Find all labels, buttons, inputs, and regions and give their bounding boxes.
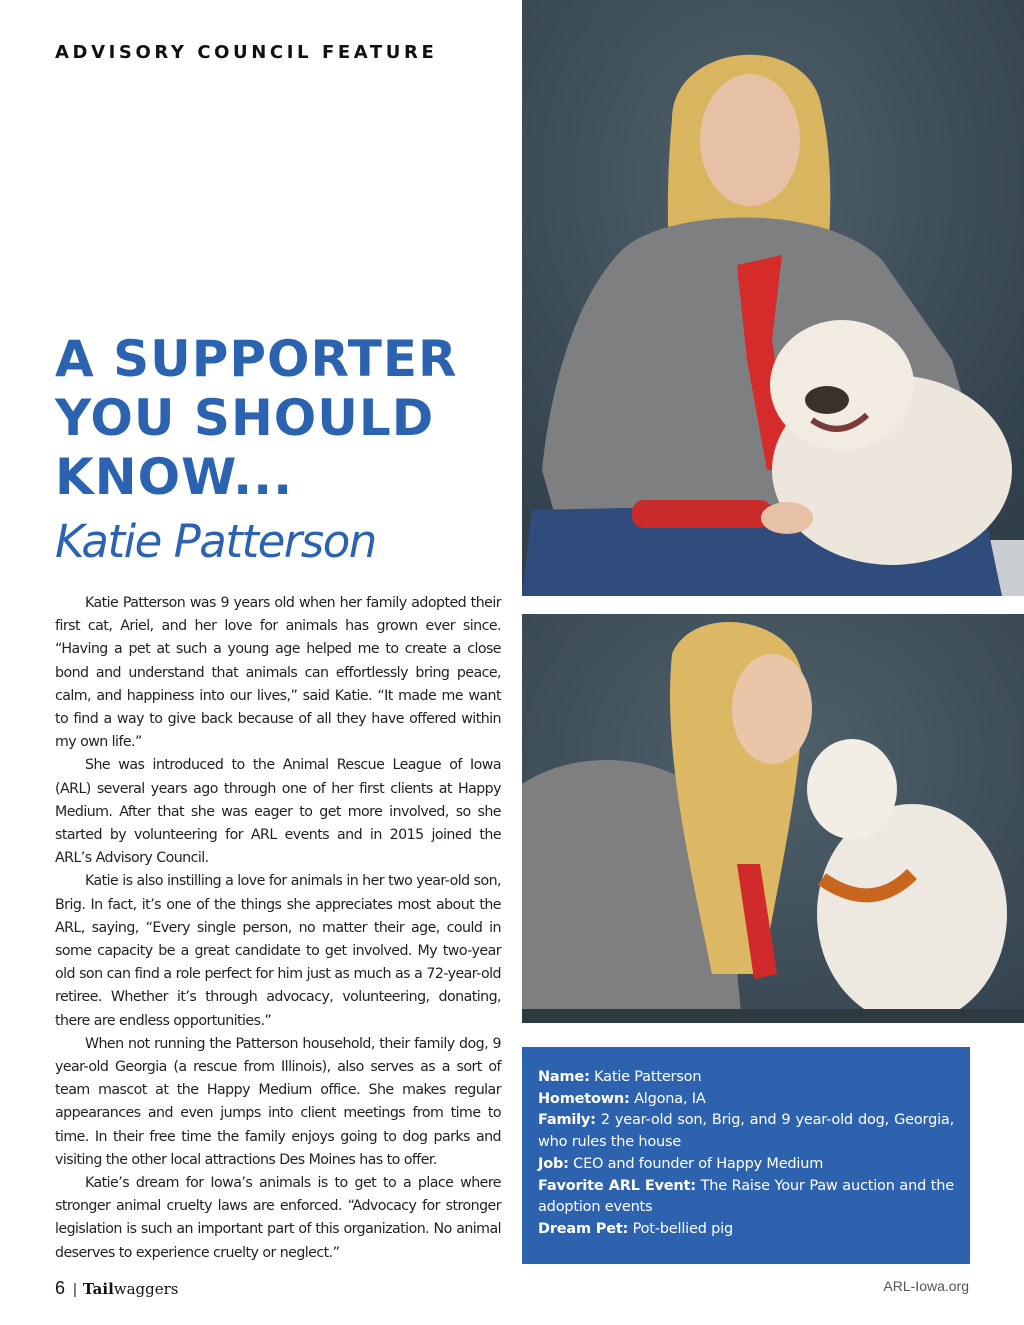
fact-value: Algona, IA <box>634 1090 706 1107</box>
website-url[interactable]: ARL-Iowa.org <box>883 1278 969 1294</box>
headline-line-2: YOU SHOULD <box>55 389 435 447</box>
fact-job <box>538 1154 954 1176</box>
fact-label: Family: <box>538 1112 596 1129</box>
body-paragraph: Katie is also instilling a love for animals in her two year-old son, Brig. In fact, it’s one of the things she appreciates most about the ARL, saying, “Every single person, no matter their age, could in some capacity be a great candidate to get involved. My two-year old son can find a role perfect for him just as much as a 72-year-old retiree. Whether it’s through advocacy, volunteering, donating, there are endless opportunities.” <box>55 873 501 1029</box>
article-body <box>55 592 501 1265</box>
fact-value: Katie Patterson <box>594 1069 702 1085</box>
body-paragraph: She was introduced to the Animal Rescue League of Iowa (ARL) several years ago through one of her first clients at Happy Medium. After that she was eager to get more involved, so she started by volunteering for ARL events and in 2015 joined the ARL’s Advisory Council. <box>55 757 501 867</box>
fact-hometown <box>538 1089 954 1111</box>
publication-name-bold: Tail <box>82 1280 114 1298</box>
headline-line-3: KNOW... <box>55 448 294 506</box>
fact-value: 2 year-old son, Brig, and 9 year-old dog, Georgia, who rules the house <box>538 1112 954 1151</box>
fact-name <box>538 1067 954 1089</box>
fact-label: Hometown: <box>538 1090 630 1107</box>
footer-separator: | <box>73 1281 77 1298</box>
fact-value: The Raise Your Paw auction and the adoption events <box>538 1177 954 1216</box>
body-paragraph: Katie’s dream for Iowa’s animals is to get to a place where stronger animal cruelty laws are enforced. “Advocacy for stronger legislation is such an important part of this organization. No animal deserves to experience cruelty or neglect.” <box>55 1175 501 1261</box>
article-headline <box>55 330 515 507</box>
page-number: 6 <box>55 1278 66 1298</box>
publication-name-rest: waggers <box>113 1280 179 1298</box>
fact-label: Favorite ARL Event: <box>538 1177 696 1194</box>
featured-person-name: Katie Patterson <box>55 515 376 568</box>
fact-dream-pet <box>538 1219 954 1241</box>
page-footer-left <box>55 1278 179 1299</box>
profile-facts-box <box>522 1047 970 1264</box>
kiss-photo-with-dog <box>522 614 1024 1023</box>
headline-line-1: A SUPPORTER <box>55 330 458 388</box>
fact-label: Dream Pet: <box>538 1220 629 1237</box>
fact-value: Pot-bellied pig <box>632 1220 733 1237</box>
section-kicker: ADVISORY COUNCIL FEATURE <box>55 42 438 63</box>
fact-label: Name: <box>538 1069 590 1085</box>
fact-favorite-event <box>538 1176 954 1219</box>
body-paragraph: When not running the Patterson household, their family dog, 9 year-old Georgia (a rescue from Illinois), also serves as a sort of team mascot at the Happy Medium office. She makes regular appearances and even jumps into client meetings from time to time. In their free time the family enjoys going to dog parks and visiting the other local attractions Des Moines has to offer. <box>55 1035 501 1168</box>
body-paragraph: Katie Patterson was 9 years old when her family adopted their first cat, Ariel, and her love for animals has grown ever since. “Having a pet at such a young age helped me to create a close bond and understand that animals can effortlessly bring peace, calm, and happiness into our lives,” said Katie. “It made me want to find a way to give back because of all they have offered within my own life.” <box>55 595 501 751</box>
portrait-photo-with-dog <box>522 0 1024 596</box>
fact-family <box>538 1110 954 1153</box>
fact-label: Job: <box>538 1155 569 1172</box>
fact-value: CEO and founder of Happy Medium <box>573 1155 824 1172</box>
